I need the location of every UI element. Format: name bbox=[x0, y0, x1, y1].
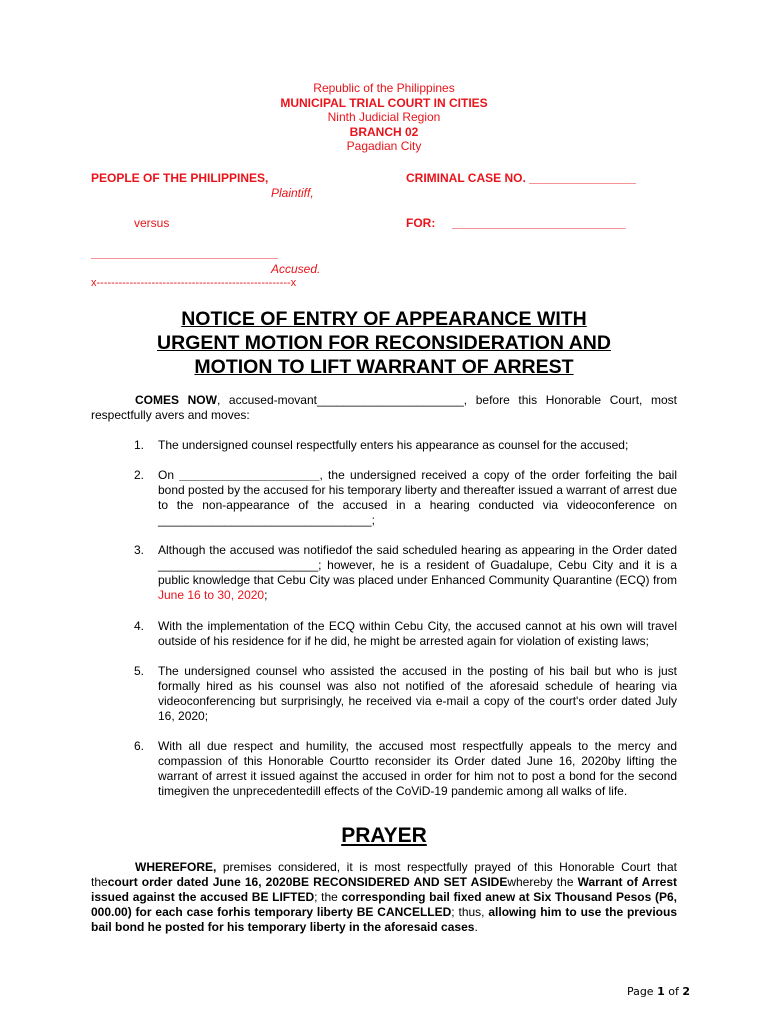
item-number: 6. bbox=[134, 739, 145, 753]
item-text-part: , the undersigned received a copy of the order forfeiting the bail bond posted by the accused for his temporary liberty and thereafter issued a warrant of arrest due to the non-appearance of the accused in a hearing conducted via videoconference on ________________________________; bbox=[158, 468, 678, 527]
caption-separator: x-----------------------------------------------------x bbox=[91, 277, 297, 289]
prayer-text: . bbox=[474, 920, 478, 934]
header-republic: Republic of the Philippines bbox=[313, 81, 455, 95]
ecq-dates: June 16 to 30, 2020 bbox=[158, 588, 265, 602]
page-number bbox=[627, 985, 690, 998]
versus-label: versus bbox=[134, 216, 170, 230]
prayer-bold-text: Warrant of Arrest issued against the accused BE LIFTED bbox=[91, 875, 677, 904]
criminal-case-label: CRIMINAL CASE NO. ________________ bbox=[406, 171, 636, 185]
accused-blank: ____________________________ bbox=[91, 246, 278, 260]
item-number: 1. bbox=[134, 438, 145, 452]
for-blank: __________________________ bbox=[452, 216, 626, 230]
intro-text: , accused-movant______________________, before this Honorable Court, most respectfully avers and moves: bbox=[91, 393, 678, 422]
item-text: The undersigned counsel who assisted the accused in the posting of his bail but who is just formally hired as his counsel was also not notified of the aforesaid schedule of hearing via videoconferencing but surprisingly, he received via e-mail a copy of the court's order dated July 16, 2020; bbox=[158, 664, 677, 723]
accused-role: Accused. bbox=[271, 262, 321, 276]
intro-paragraph bbox=[91, 393, 677, 423]
item-text bbox=[158, 468, 677, 528]
item-text-part: Although the accused was notifiedof the said scheduled hearing as appearing in the Order dated ________________________; however, he is a resident of Guadalupe, Cebu City and it is a public knowledge that Cebu City was placed under Enhanced Community Quarantine (ECQ) from bbox=[158, 543, 677, 587]
header-branch: BRANCH 02 bbox=[349, 125, 419, 139]
prayer-text: ; thus, bbox=[451, 905, 489, 919]
plaintiff-role: Plaintiff, bbox=[271, 186, 314, 200]
prayer-text: ; the bbox=[314, 890, 342, 904]
intro-lead: COMES NOW bbox=[135, 393, 217, 407]
page-current: 1 bbox=[657, 985, 665, 998]
prayer-bold-text: allowing him to use the previous bail bond he posted for his temporary liberty in the aforesaid cases bbox=[91, 905, 677, 934]
prayer-paragraph bbox=[91, 860, 677, 935]
item-text: With all due respect and humility, the accused most respectfully appeals to the mercy and compassion of this Honorable Courtto reconsider its Order dated June 16, 2020by lifting the warrant of arrest it issued against the accused in order for him not to post a bond for the second timegiven the unprecedentedill effects of the CoViD-19 pandemic among all walks of life. bbox=[158, 739, 677, 798]
plaintiff-name: PEOPLE OF THE PHILIPPINES, bbox=[91, 171, 269, 185]
page-of: of bbox=[664, 985, 683, 998]
item-number: 2. bbox=[134, 468, 145, 482]
prayer-heading: PRAYER bbox=[341, 824, 427, 847]
header-region: Ninth Judicial Region bbox=[327, 110, 441, 124]
item-text bbox=[158, 543, 677, 603]
title-line-3: MOTION TO LIFT WARRANT OF ARREST bbox=[194, 356, 574, 378]
item-number: 4. bbox=[134, 619, 145, 633]
prayer-text: premises considered, it is most respectfully prayed of this Honorable Court that the bbox=[91, 860, 677, 889]
title-line-2: URGENT MOTION FOR RECONSIDERATION AND bbox=[157, 332, 611, 354]
header-city: Pagadian City bbox=[346, 139, 422, 153]
header-court: MUNICIPAL TRIAL COURT IN CITIES bbox=[280, 96, 488, 110]
item-date-blank: _____________________ bbox=[179, 468, 320, 482]
item-number: 3. bbox=[134, 543, 145, 557]
item-number: 5. bbox=[134, 664, 145, 678]
item-text: With the implementation of the ECQ within Cebu City, the accused cannot at his own will travel outside of his residence for if he did, he might be arrested again for violation of existing laws; bbox=[158, 619, 677, 648]
prayer-bold-text: corresponding bail fixed anew at Six Thousand Pesos (P6, 000.00) for each case forhis temporary liberty BE CANCELLED bbox=[91, 890, 678, 919]
for-label: FOR: bbox=[406, 216, 436, 230]
title-line-1: NOTICE OF ENTRY OF APPEARANCE WITH bbox=[181, 308, 587, 330]
item-text: The undersigned counsel respectfully enters his appearance as counsel for the accused; bbox=[158, 438, 629, 452]
prayer-bold-text: court order dated June 16, 2020BE RECONSIDERED AND SET ASIDE bbox=[107, 875, 508, 889]
page-total: 2 bbox=[682, 985, 690, 998]
item-text-part: ; bbox=[264, 588, 268, 602]
prayer-wherefore: WHEREFORE, bbox=[135, 860, 217, 874]
item-text-part: On bbox=[158, 468, 180, 482]
prayer-text: whereby the bbox=[507, 875, 578, 889]
page-label: Page bbox=[626, 985, 658, 998]
